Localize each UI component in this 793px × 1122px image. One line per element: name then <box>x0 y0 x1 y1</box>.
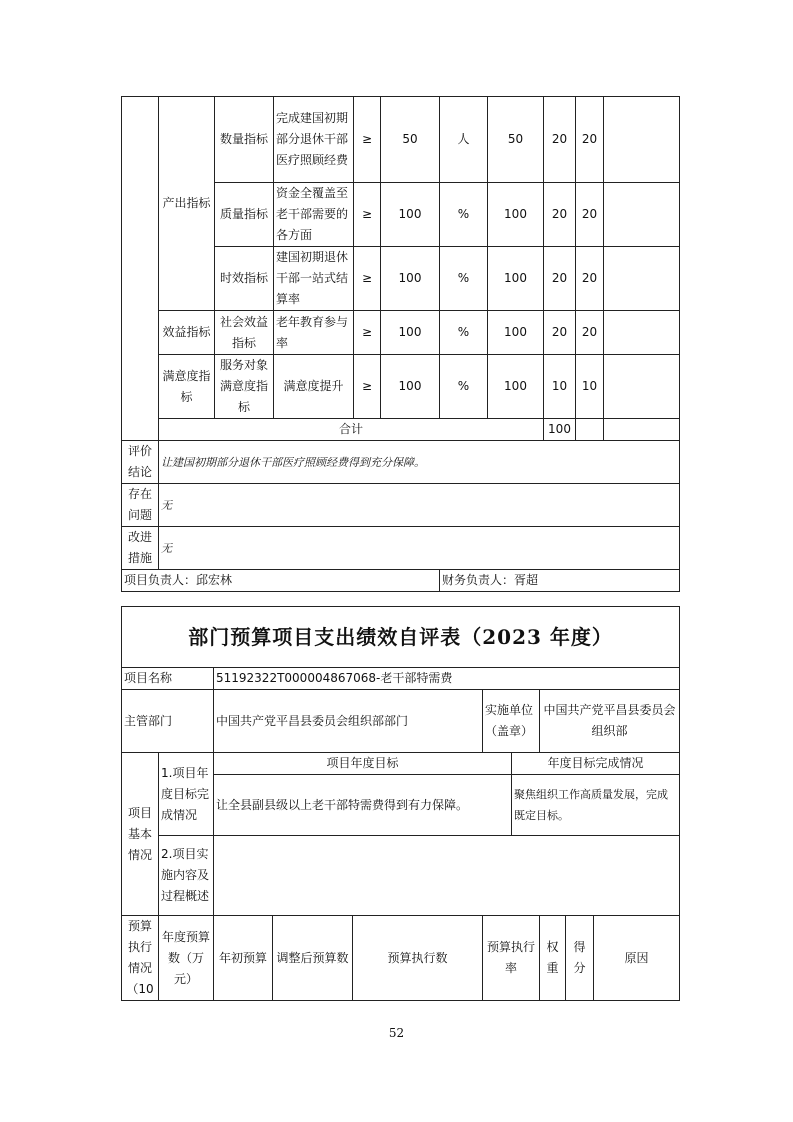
table-row <box>122 527 680 570</box>
indicator-operator: ≥ <box>354 247 381 311</box>
indicator-score: 20 <box>576 247 604 311</box>
blank-cell <box>122 97 159 441</box>
page-title: 部门预算项目支出绩效自评表（2023 年度） <box>122 607 680 668</box>
indicator-level1: 满意度指标 <box>159 355 215 419</box>
finance-lead: 财务负责人：胥超 <box>440 570 680 592</box>
indicator-operator: ≥ <box>354 183 381 247</box>
measures-label: 改进措施 <box>122 527 159 570</box>
conclusion-text: 让建国初期部分退休干部医疗照顾经费得到充分保障。 <box>159 441 680 484</box>
table-row <box>122 97 680 183</box>
indicator-content: 资金全覆盖至老干部需要的各方面 <box>274 183 354 247</box>
indicator-unit: % <box>440 183 488 247</box>
adjusted-budget-header: 调整后预算数 <box>273 916 353 1001</box>
indicator-operator: ≥ <box>354 355 381 419</box>
total-row <box>122 419 680 441</box>
table-row <box>122 311 680 355</box>
project-lead: 项目负责人：邱宏林 <box>122 570 440 592</box>
indicator-level2: 社会效益指标 <box>215 311 274 355</box>
dept-label: 主管部门 <box>122 690 214 753</box>
budget-self-evaluation-table <box>121 606 680 1001</box>
indicator-level2: 服务对象满意度指标 <box>215 355 274 419</box>
project-name-value: 51192322T000004867068-老干部特需费 <box>214 668 680 690</box>
indicator-weight: 20 <box>544 183 576 247</box>
indicator-content: 满意度提升 <box>274 355 354 419</box>
executed-header: 预算执行数 <box>353 916 483 1001</box>
score-header: 得分 <box>566 916 594 1001</box>
budget-header-row <box>122 916 680 1001</box>
indicator-level2: 质量指标 <box>215 183 274 247</box>
total-label: 合计 <box>159 419 544 441</box>
goal-text: 让全县副县级以上老干部特需费得到有力保障。 <box>214 775 512 836</box>
indicator-content: 老年教育参与率 <box>274 311 354 355</box>
indicator-actual: 100 <box>488 355 544 419</box>
indicator-actual: 100 <box>488 311 544 355</box>
indicator-weight: 20 <box>544 97 576 183</box>
initial-budget-header: 年初预算 <box>214 916 273 1001</box>
indicator-actual: 100 <box>488 183 544 247</box>
total-value: 100 <box>544 419 576 441</box>
indicator-weight: 20 <box>544 311 576 355</box>
indicator-operator: ≥ <box>354 97 381 183</box>
indicator-unit: % <box>440 355 488 419</box>
indicator-content: 建国初期退休干部一站式结算率 <box>274 247 354 311</box>
output-category: 产出指标 <box>159 97 215 311</box>
indicator-level2: 时效指标 <box>215 247 274 311</box>
table-row <box>122 836 680 876</box>
indicator-level1: 效益指标 <box>159 311 215 355</box>
problems-text: 无 <box>159 484 680 527</box>
indicator-content: 完成建国初期部分退休干部医疗照顾经费 <box>274 97 354 183</box>
signature-row <box>122 570 680 592</box>
indicator-weight: 20 <box>544 247 576 311</box>
measures-text: 无 <box>159 527 680 570</box>
problems-label: 存在问题 <box>122 484 159 527</box>
rate-header: 预算执行率 <box>483 916 540 1001</box>
indicator-score: 20 <box>576 183 604 247</box>
goal-status-text: 聚焦组织工作高质量发展，完成既定目标。 <box>512 775 680 836</box>
indicator-reason <box>604 97 680 183</box>
indicator-target: 100 <box>381 355 440 419</box>
table-row <box>122 690 680 753</box>
table-row <box>122 355 680 419</box>
goal-status-header: 年度目标完成情况 <box>512 753 680 775</box>
indicator-unit: % <box>440 311 488 355</box>
table-row <box>122 484 680 527</box>
budget-label: 预算执行情况（10 <box>122 916 159 1001</box>
weight-header: 权重 <box>540 916 566 1001</box>
indicator-target: 100 <box>381 183 440 247</box>
page-number: 52 <box>388 1026 405 1040</box>
impl-unit-value: 中国共产党平昌县委员会组织部 <box>540 690 680 753</box>
indicator-operator: ≥ <box>354 311 381 355</box>
performance-indicators-table <box>121 96 680 592</box>
indicator-unit: 人 <box>440 97 488 183</box>
dept-value: 中国共产党平昌县委员会组织部部门 <box>214 690 483 753</box>
reason-header: 原因 <box>594 916 680 1001</box>
indicator-reason <box>604 183 680 247</box>
table-row <box>122 668 680 690</box>
indicator-reason <box>604 247 680 311</box>
goal-header: 项目年度目标 <box>214 753 512 775</box>
table-row <box>122 753 680 775</box>
indicator-level2: 数量指标 <box>215 97 274 183</box>
table-row <box>122 441 680 484</box>
title-row <box>122 607 680 668</box>
blank-cell <box>576 419 604 441</box>
indicator-actual: 50 <box>488 97 544 183</box>
indicator-target: 100 <box>381 247 440 311</box>
indicator-target: 100 <box>381 311 440 355</box>
impl-unit-label: 实施单位（盖章） <box>483 690 540 753</box>
indicator-unit: % <box>440 247 488 311</box>
indicator-score: 10 <box>576 355 604 419</box>
indicator-actual: 100 <box>488 247 544 311</box>
goal-label: 1.项目年度目标完成情况 <box>159 753 214 836</box>
basic-info-label: 项目基本情况 <box>122 753 159 916</box>
indicator-reason <box>604 355 680 419</box>
indicator-reason <box>604 311 680 355</box>
blank-cell <box>604 419 680 441</box>
conclusion-label: 评价结论 <box>122 441 159 484</box>
indicator-target: 50 <box>381 97 440 183</box>
impl-label: 2.项目实施内容及过程概述 <box>159 836 214 916</box>
project-name-label: 项目名称 <box>122 668 214 690</box>
annual-budget-header: 年度预算数（万元） <box>159 916 214 1001</box>
indicator-weight: 10 <box>544 355 576 419</box>
indicator-score: 20 <box>576 311 604 355</box>
impl-text <box>214 836 680 916</box>
indicator-score: 20 <box>576 97 604 183</box>
